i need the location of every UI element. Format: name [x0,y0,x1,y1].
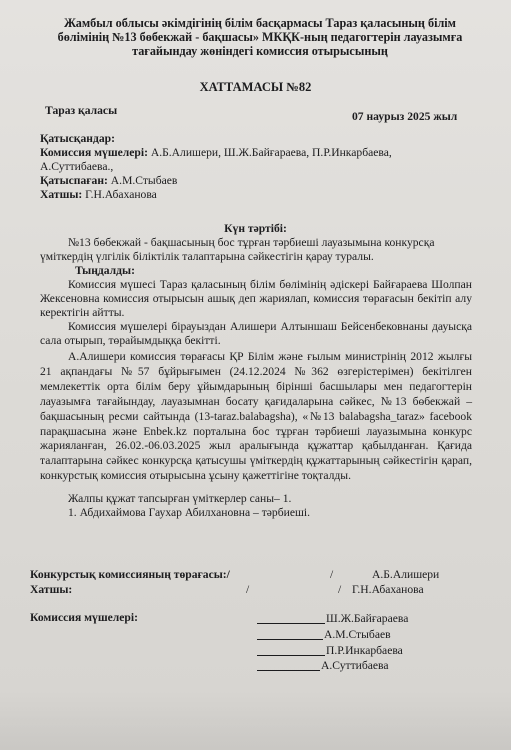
secretary-row [40,188,157,202]
absent-label: Қатыспаған: [40,174,108,187]
member-sign-3: П.Р.Инкарбаева [326,644,403,657]
header-line-2: бөлімінің №13 бөбекжай - бақшасы» МКҚК-ның педагогтерін лауазымға [57,30,463,44]
city: Тараз қаласы [45,104,118,117]
participants-label: Қатысқандар: [40,132,115,145]
agenda-line-1: №13 бөбекжай - бақшасының бос тұрған тәрбиеші лауазымына конкурсқа [68,236,435,249]
chair-slash: / [330,568,334,581]
document-title: ХАТТАМАСЫ №82 [199,80,312,94]
member-sign-2: А.М.Стыбаев [324,628,391,641]
heard-paragraph-2: Комиссия мүшелері бірауыздан Алишери Алтыншаш Бейсенбековнаны дауысқа сала отырып, төрайымдыққа бекітті. [40,320,472,348]
signature-line-2 [257,639,323,640]
signature-line-3 [257,655,325,656]
agenda-title: Күн тәртібі: [224,222,287,235]
heard-paragraph-1: Комиссия мүшесі Тараз қаласының білім бөлімінің әдіскері Байғараева Шолпан Жексеновна комиссия отырысын ашық деп жариялап, комиссия төрағасын бекітіп алу керектігін айтты. [40,278,472,320]
members-label: Комиссия мүшелері: [40,146,148,159]
secretary-sign-label: Хатшы: [30,583,73,596]
member-sign-1: Ш.Ж.Байғараева [326,612,409,625]
members-row [40,146,392,160]
secretary-value: Г.Н.Абаханова [85,188,157,201]
member-sign-4: А.Суттибаева [321,659,389,672]
header-line-1: Жамбыл облысы әкімдігінің білім басқармасы Тараз қаласының білім [64,16,456,30]
chair-label: Конкурстық комиссияның төрағасы:/ [30,568,230,581]
secretary-slash-2: / [338,583,342,596]
heard-title: Тыңдалды: [75,264,135,277]
secretary-sign-name: Г.Н.Абаханова [352,583,424,596]
heard-paragraph-4: Жалпы құжат тапсырған үміткерлер саны– 1. [68,492,292,505]
secretary-slash-1: / [246,583,250,596]
absent-value: А.М.Стыбаев [110,174,178,187]
agenda-line-2: үміткердің үлгілік біліктілік талаптарына сәйкестігін қарау туралы. [40,250,374,263]
candidate-item: 1. Абдихаймова Гаухар Абилхановна – тәрбиеші. [68,506,311,519]
absent-row [40,174,177,188]
members-value-2: А.Суттибаева., [40,160,114,173]
date: 07 наурыз 2025 жыл [352,110,458,123]
header-line-3: тағайындау жөніндегі комиссия отырысының [132,44,388,58]
signature-line-4 [257,670,320,671]
members-sign-label: Комиссия мүшелері: [30,611,138,624]
page-shadow [0,690,511,750]
secretary-label: Хатшы: [40,188,83,201]
members-value: А.Б.Алишери, Ш.Ж.Байғараева, П.Р.Инкарбаева, [150,146,392,159]
signature-line-1 [257,623,325,624]
heard-paragraph-3: А.Алишери комиссия төрағасы ҚР Білім және ғылым министрінің 2012 жылғы 21 ақпандағы №57 бұйрығымен (24.12.2024 №362 өзгерістерімен) бекітілген мемлекеттік орта білім беру ұйымдарының бірінші басшылары мен педагогтерін лауазымға тағайындау, лауазымнан босату қағидаларына сәйкес, №13 бөбекжай – бақшасының ресми сайтында (13-taraz.balabagsha), «№13 balabagsha_taraz» facebook парақшасына және Enbek.kz порталына бос тұрған тәрбиеші лауазымына конкурс жарияланған, 26.02.-06.03.2025 жыл аралығында құжаттар қабылданған. Қағида талаптарына сәйкес конкурсқа қатысушы үміткердің құжаттарының сәйкестігін қарап, конкурстық комиссия отырысына ұсыну қажеттігіне тоқталды. [40,350,472,483]
chair-name: А.Б.Алишери [372,568,440,581]
